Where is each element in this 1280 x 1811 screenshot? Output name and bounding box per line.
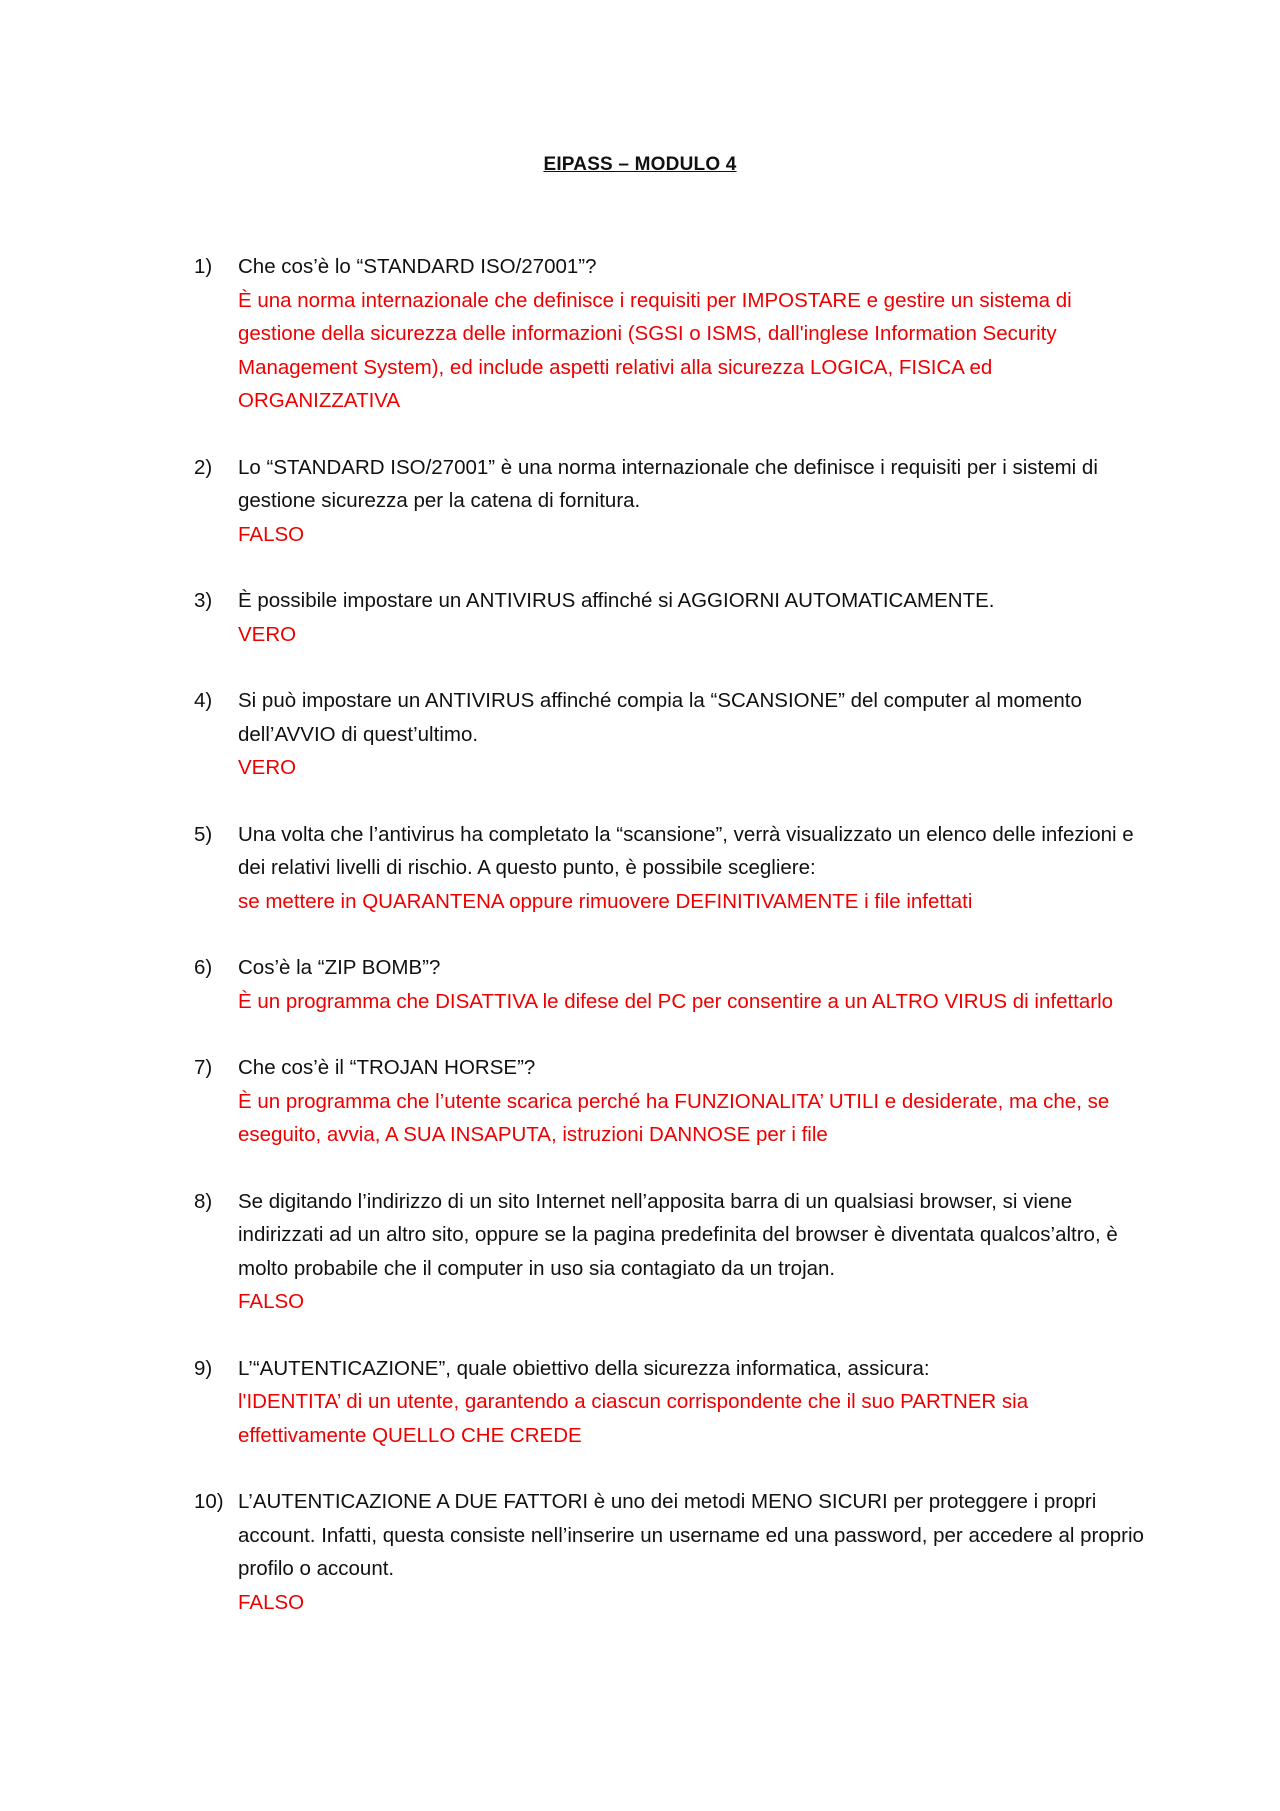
question-list [194, 250, 1154, 1652]
answer-text: È una norma internazionale che definisce i requisiti per IMPOSTARE e gestire un sistema di gestione della sicurezza delle informazioni (SGSI o ISMS, dall'inglese Information Security Management System), ed include aspetti relativi alla sicurezza LOGICA, FISICA ed ORGANIZZATIVA [238, 288, 1072, 412]
question-text: Si può impostare un ANTIVIRUS affinché compia la “SCANSIONE” del computer al momento dell’AVVIO di quest’ultimo. [238, 689, 1082, 746]
question-text: Se digitando l’indirizzo di un sito Internet nell’apposita barra di un qualsiasi browser, si viene indirizzati ad un altro sito, oppure se la pagina predefinita del browser è diventata qualcos’altro, è molto probabile che il computer in uso sia contagiato da un trojan. [238, 1189, 1118, 1280]
question-item [194, 1185, 1154, 1319]
question-item [194, 1485, 1154, 1619]
question-item [194, 1352, 1154, 1453]
question-number: 9) [194, 1356, 213, 1380]
question-number: 7) [194, 1056, 213, 1079]
question-item [194, 584, 1154, 651]
question-number: 6) [194, 956, 213, 979]
question-number: 4) [194, 689, 213, 712]
answer-text: l'IDENTITA’ di un utente, garantendo a ciascun corrispondente che il suo PARTNER sia effettivamente QUELLO CHE CREDE [238, 1390, 1029, 1447]
question-item [194, 451, 1154, 552]
question-number: 3) [194, 589, 213, 612]
answer-text: FALSO [238, 522, 305, 546]
question-text: Una volta che l’antivirus ha completato la “scansione”, verrà visualizzato un elenco delle infezioni e dei relativi livelli di rischio. A questo punto, è possibile scegliere: [238, 822, 1134, 879]
question-number: 2) [194, 455, 213, 479]
question-item [194, 1051, 1154, 1152]
question-number: 1) [194, 255, 213, 278]
answer-text: È un programma che l’utente scarica perché ha FUNZIONALITA’ UTILI e desiderate, ma che, se eseguito, avvia, A SUA INSAPUTA, istruzioni DANNOSE per i file [238, 1089, 1110, 1146]
question-text: Cos’è la “ZIP BOMB”? [238, 956, 441, 979]
question-text: L’“AUTENTICAZIONE”, quale obiettivo della sicurezza informatica, assicura: [238, 1356, 930, 1380]
answer-text: FALSO [238, 1590, 305, 1614]
question-item [194, 818, 1154, 919]
question-text: Che cos’è lo “STANDARD ISO/27001”? [238, 255, 597, 278]
question-number: 10) [194, 1490, 224, 1513]
answer-text: FALSO [238, 1290, 305, 1313]
answer-text: se mettere in QUARANTENA oppure rimuovere DEFINITIVAMENTE i file infettati [238, 889, 973, 913]
question-text: Lo “STANDARD ISO/27001” è una norma internazionale che definisce i requisiti per i sistemi di gestione sicurezza per la catena di fornitura. [238, 455, 1098, 512]
answer-text: VERO [238, 622, 297, 646]
answer-text: È un programma che DISATTIVA le difese del PC per consentire a un ALTRO VIRUS di infettarlo [238, 989, 1114, 1013]
question-number: 5) [194, 822, 213, 846]
question-text: L’AUTENTICAZIONE A DUE FATTORI è uno dei metodi MENO SICURI per proteggere i propri account. Infatti, questa consiste nell’inserire un username ed una password, per accedere al proprio profilo o account. [238, 1490, 1144, 1580]
question-item [194, 250, 1154, 418]
answer-text: VERO [238, 756, 297, 779]
document-title: EIPASS – MODULO 4 [543, 154, 737, 175]
question-item [194, 951, 1154, 1018]
question-item [194, 684, 1154, 785]
question-text: È possibile impostare un ANTIVIRUS affinché si AGGIORNI AUTOMATICAMENTE. [238, 589, 995, 612]
question-text: Che cos’è il “TROJAN HORSE”? [238, 1056, 536, 1079]
question-number: 8) [194, 1189, 213, 1213]
